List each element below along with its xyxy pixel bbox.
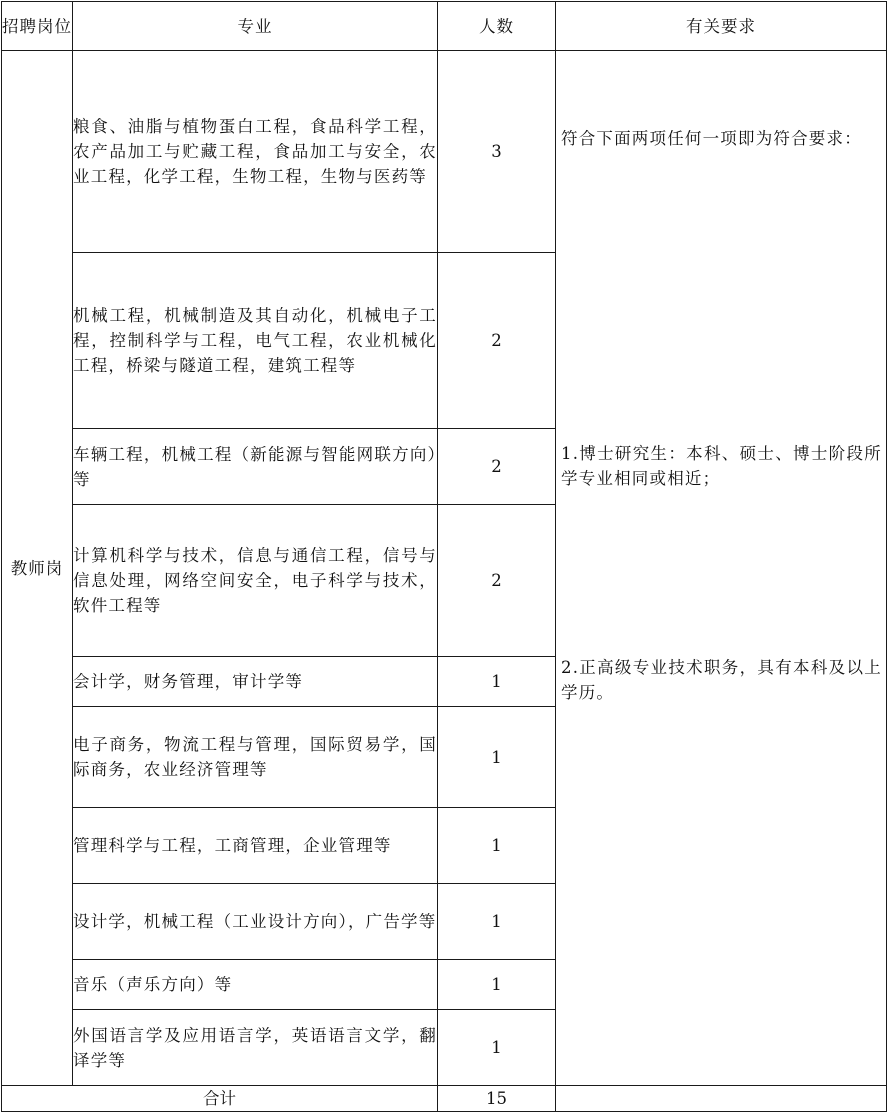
requirement-item-1: 1.博士研究生：本科、硕士、博士阶段所学专业相同或相近； [561,444,882,488]
major-cell: 粮食、油脂与植物蛋白工程，食品科学工程，农产品加工与贮藏工程，食品加工与安全，农业工程，化学工程，生物工程，生物与医药等 [73,51,438,253]
requirements-intro: 符合下面两项任何一项即为符合要求： [561,129,862,148]
count-cell: 1 [438,657,556,707]
count-cell: 2 [438,429,556,505]
table-row [2,51,887,253]
major-cell: 管理科学与工程，工商管理，企业管理等 [73,808,438,884]
header-position: 招聘岗位 [2,2,73,51]
major-cell: 外国语言学及应用语言学，英语语言文学，翻译学等 [73,1010,438,1086]
major-cell: 设计学，机械工程（工业设计方向），广告学等 [73,884,438,960]
total-row [2,1086,887,1112]
count-cell: 2 [438,505,556,657]
major-cell: 音乐（声乐方向）等 [73,960,438,1010]
total-label: 合计 [2,1086,438,1112]
position-cell: 教师岗 [2,51,73,1086]
count-cell: 3 [438,51,556,253]
total-empty-cell [556,1086,887,1112]
count-cell: 1 [438,707,556,808]
count-cell: 1 [438,960,556,1010]
recruitment-table [1,1,887,1112]
header-requirements: 有关要求 [556,2,887,51]
count-cell: 1 [438,808,556,884]
count-cell: 2 [438,253,556,429]
major-cell: 机械工程，机械制造及其自动化，机械电子工程，控制科学与工程，电气工程，农业机械化工程，桥梁与隧道工程，建筑工程等 [73,253,438,429]
header-major: 专业 [73,2,438,51]
count-cell: 1 [438,884,556,960]
major-cell: 计算机科学与技术，信息与通信工程，信号与信息处理，网络空间安全，电子科学与技术，软件工程等 [73,505,438,657]
header-count: 人数 [438,2,556,51]
requirements-cell [556,51,887,1086]
count-cell: 1 [438,1010,556,1086]
major-cell: 电子商务，物流工程与管理，国际贸易学，国际商务，农业经济管理等 [73,707,438,808]
total-value: 15 [438,1086,556,1112]
header-row [2,2,887,51]
major-cell: 车辆工程，机械工程（新能源与智能网联方向）等 [73,429,438,505]
requirement-item-2: 2.正高级专业技术职务，具有本科及以上学历。 [561,658,882,702]
major-cell: 会计学，财务管理，审计学等 [73,657,438,707]
